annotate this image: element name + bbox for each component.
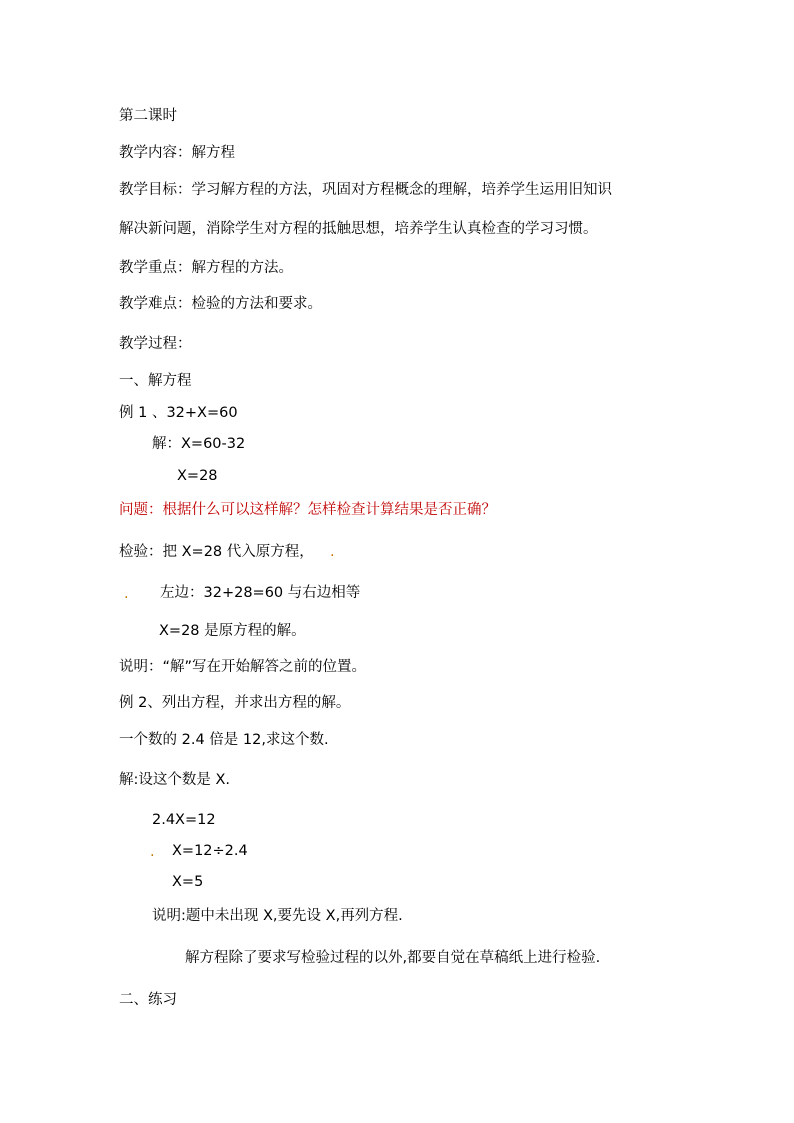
teaching-goal-line-2: 解决新问题，消除学生对方程的抵触思想，培养学生认真检查的学习习惯。 bbox=[119, 221, 598, 237]
section-1-heading: 一、解方程 bbox=[119, 373, 192, 389]
example-2-let: 解:设这个数是 X. bbox=[119, 772, 231, 788]
example-2-equation: 2.4X=12 bbox=[152, 812, 216, 828]
conclusion-text: X=28 是原方程的解。 bbox=[159, 623, 306, 639]
teaching-content: 教学内容：解方程 bbox=[119, 145, 235, 161]
example-2: 例 2、列出方程，并求出方程的解。 bbox=[119, 695, 351, 711]
section-2-heading: 二、练习 bbox=[119, 992, 177, 1008]
question-text: 问题：根据什么可以这样解？怎样检查计算结果是否正确？ bbox=[119, 502, 496, 518]
example-2-problem: 一个数的 2.4 倍是 12,求这个数. bbox=[119, 732, 329, 748]
example-1-step-2: X=28 bbox=[177, 468, 218, 484]
teaching-difficulty: 教学难点：检验的方法和要求。 bbox=[119, 296, 322, 312]
teaching-process-heading: 教学过程： bbox=[119, 336, 192, 352]
left-side-check: 左边：32+28=60 与右边相等 bbox=[160, 585, 361, 601]
note-3: 解方程除了要求写检验过程的以外,都要自觉在草稿纸上进行检验. bbox=[185, 950, 601, 966]
example-1: 例 1 、32+X=60 bbox=[119, 405, 238, 421]
teaching-goal-line-1: 教学目标：学习解方程的方法，巩固对方程概念的理解，培养学生运用旧知识 bbox=[119, 182, 612, 198]
lesson-title: 第二课时 bbox=[119, 108, 177, 124]
check-text: 检验：把 X=28 代入原方程， bbox=[119, 544, 314, 560]
example-2-step-1: X=12÷2.4 bbox=[172, 843, 248, 859]
note-1: 说明：“解”写在开始解答之前的位置。 bbox=[119, 659, 367, 675]
check-dot: . bbox=[330, 544, 335, 560]
example-1-step-1: 解：X=60-32 bbox=[152, 436, 246, 452]
left-dot: . bbox=[124, 586, 129, 602]
example-2-step-2: X=5 bbox=[172, 874, 204, 890]
example-2-dot: . bbox=[150, 844, 155, 860]
note-2: 说明:题中未出现 X,要先设 X,再列方程. bbox=[152, 908, 403, 924]
teaching-key-point: 教学重点：解方程的方法。 bbox=[119, 260, 293, 276]
